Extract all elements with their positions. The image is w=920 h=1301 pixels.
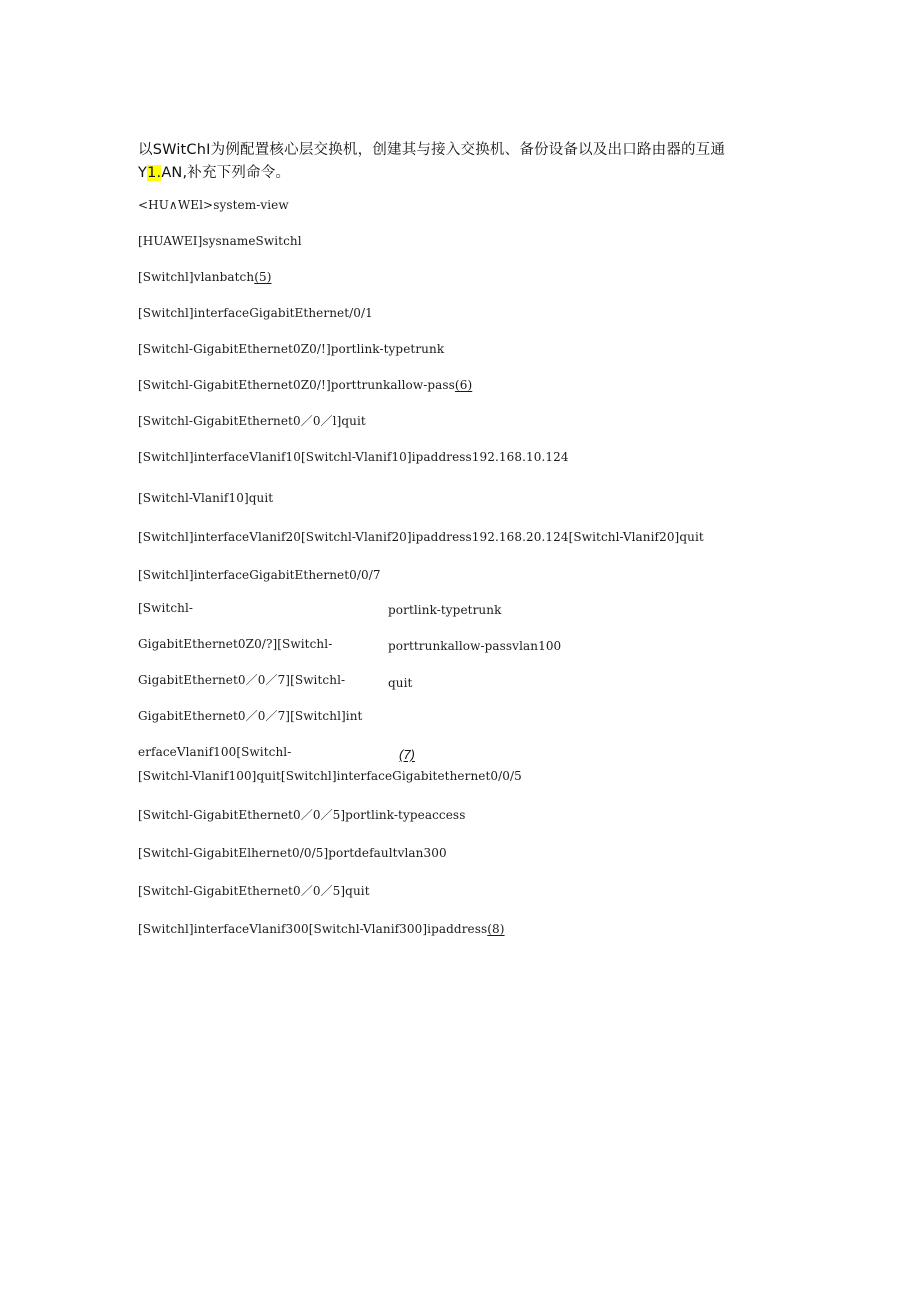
command-line-right: portlink-typetrunk	[388, 603, 502, 617]
command-line: [Switchl-GigabitEthernet0／0／l]quit	[138, 414, 366, 428]
command-line-right: porttrunkallow-passvlan100	[388, 639, 562, 653]
command-line: [Switchl-Vlanif100]quit[Switchl]interfaceGigabitethernet0/0/5	[138, 769, 522, 783]
command-line: [Switchl-GigabitEthernet0／0／5]portlink-typeaccess	[138, 808, 466, 822]
command-line	[138, 921, 505, 937]
answer-blank-5: (5)	[254, 270, 272, 284]
command-line: GigabitEthernet0／0／7][Switchl]int	[138, 709, 363, 723]
highlighted-text: 1.	[147, 165, 162, 181]
command-line: erfaceVlanif100[Switchl-	[138, 745, 292, 759]
command-line: [Switchl]interfaceGigabitEthernet0/0/7	[138, 568, 381, 582]
answer-blank-7: (7)	[399, 747, 415, 762]
command-line-left: [Switchl-	[138, 601, 194, 615]
command-line: [Switchl]interfaceVlanif20[Switchl-Vlanif20]ipaddress192.168.20.124[Switchl-Vlanif20]quit	[138, 530, 704, 544]
command-line: [Switchl-GigabitElhernet0/0/5]portdefaultvlan300	[138, 846, 447, 860]
command-line-left: GigabitEthernet0Z0/?][Switchl-	[138, 637, 333, 651]
command-line: [HUAWEI]sysnameSwitchl	[138, 234, 302, 248]
command-text: [Switchl-GigabitEthernet0Z0/!]porttrunkallow-pass	[138, 378, 455, 392]
instruction-line-2-suffix: AN,补充下列命令。	[161, 165, 291, 181]
answer-blank-6: (6)	[454, 378, 473, 392]
instruction-paragraph	[138, 139, 778, 185]
instruction-line-2-prefix: Y	[138, 165, 148, 181]
command-line: [Switchl-GigabitEthernet0／0／5]quit	[138, 884, 370, 898]
command-line: <HU∧WEl>system-view	[138, 198, 289, 212]
answer-blank-8: (8)	[487, 922, 505, 936]
command-text: [Switchl]interfaceVlanif300[Switchl-Vlanif300]ipaddress	[138, 922, 488, 936]
command-line: [Switchl-Vlanif10]quit	[138, 491, 274, 505]
command-line: [Switchl]interfaceGigabitEthernet/0/1	[138, 306, 373, 320]
instruction-line-1: 以SWitChI为例配置核心层交换机，创建其与接入交换机、备份设备以及出口路由器的互通	[138, 142, 726, 158]
command-line	[138, 269, 272, 285]
command-line-left: GigabitEthernet0／0／7][Switchl-	[138, 673, 346, 687]
command-line: [Switchl]interfaceVlanif10[Switchl-Vlanif10]ipaddress192.168.10.124	[138, 450, 569, 464]
command-text: [Switchl]vlanbatch	[138, 270, 255, 284]
command-line: [Switchl-GigabitEthernet0Z0/!]portlink-typetrunk	[138, 342, 445, 356]
command-line	[138, 377, 472, 393]
command-line-right: quit	[388, 676, 413, 690]
